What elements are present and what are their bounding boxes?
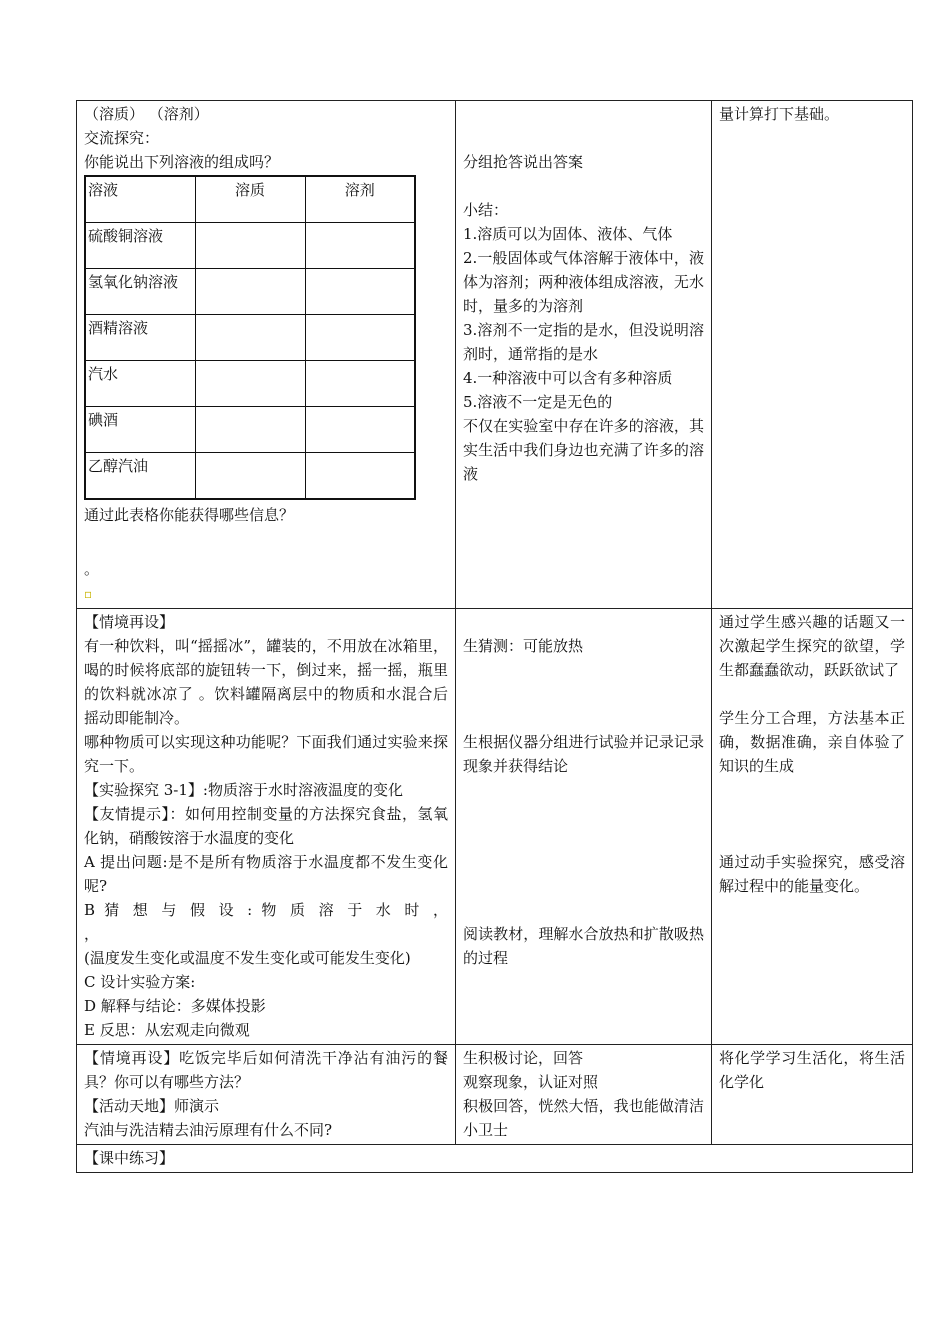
solution-name: 硫酸铜溶液 — [85, 223, 195, 269]
practice-heading: 【课中练习】 — [84, 1149, 175, 1167]
solute-cell — [195, 223, 305, 269]
row4-cell — [77, 1145, 913, 1173]
group-answer-text: 分组抢答说出答案 — [463, 153, 584, 171]
summary-point: 3.溶剂不一定指的是水，但没说明溶剂时，通常指的是水 — [463, 321, 704, 363]
step-c: C 设计实验方案: — [84, 973, 196, 991]
table-row — [85, 407, 415, 453]
table-row — [85, 315, 415, 361]
solute-cell — [195, 315, 305, 361]
step-b-continuation: ， — [84, 925, 100, 943]
summary-title: 小结： — [463, 201, 509, 219]
solvent-cell — [305, 269, 415, 315]
solvent-cell — [305, 361, 415, 407]
summary-point: 1.溶质可以为固体、液体、气体 — [463, 225, 673, 243]
composition-header-row — [85, 176, 415, 223]
exchange-explore-label: 交流探究： — [84, 129, 160, 147]
summary-point: 4.一种溶液中可以含有多种溶质 — [463, 369, 673, 387]
table-row — [85, 361, 415, 407]
table-row — [85, 223, 415, 269]
solvent-cell — [305, 407, 415, 453]
scenario-heading: 【情境再设】 — [84, 613, 175, 631]
row-solution-composition — [77, 101, 913, 609]
scenario-paragraph: 有一种饮料，叫“摇摇冰”，罐装的，不用放在冰箱里，喝的时候将底部的旋钮转一下，倒过来，摇一摇，瓶里的饮料就冰凉了 。饮料罐隔离层中的物质和水混合后摇动即能制冷。 — [84, 637, 448, 727]
row-grease-cleaning — [77, 1045, 913, 1145]
student-group-work: 生根据仪器分组进行试验并记录记录现象并获得结论 — [463, 733, 704, 775]
table-row — [85, 453, 415, 500]
trailing-period: 。 — [84, 560, 100, 578]
row1-right-cell — [712, 101, 913, 609]
lesson-plan-table — [76, 100, 913, 1173]
step-d: D 解释与结论：多媒体投影 — [84, 997, 266, 1015]
solute-solvent-label: （溶质） （溶剂） — [84, 105, 209, 123]
row-in-class-practice — [77, 1145, 913, 1173]
intent-life-chemistry: 将化学学习生活化，将生活化学化 — [719, 1049, 905, 1091]
row2-left-cell — [77, 609, 456, 1045]
solution-name: 碘酒 — [85, 407, 195, 453]
header-solvent: 溶剂 — [305, 176, 415, 223]
friendly-tip: 【友情提示】：如何用控制变量的方法探究食盐，氢氧化钠，硝酸铵溶于水温度的变化 — [84, 805, 448, 847]
student-guess: 生猜测：可能放热 — [463, 637, 584, 655]
read-textbook: 阅读教材，理解水合放热和扩散吸热的过程 — [463, 925, 704, 967]
row-shake-ice-experiment — [77, 609, 913, 1045]
step-b: B 猜 想 与 假 设 : 物 质 溶 于 水 时 ， — [84, 901, 448, 919]
yellow-dot-icon: ▫ — [84, 587, 93, 601]
question-information: 通过此表格你能获得哪些信息？ — [84, 506, 295, 524]
summary-point: 2.一般固体或气体溶解于液体中，液体为溶剂；两种液体组成溶液，无水时，量多的为溶剂 — [463, 249, 704, 315]
intent-division: 学生分工合理，方法基本正确，数据准确，亲自体验了知识的生成 — [719, 709, 905, 775]
question-difference: 汽油与洗洁精去油污原理有什么不同? — [84, 1121, 333, 1139]
solvent-cell — [305, 223, 415, 269]
experiment-title: 【实验探究 3-1】:物质溶于水时溶液温度的变化 — [84, 781, 403, 799]
solute-cell — [195, 407, 305, 453]
step-e: E 反思：从宏观走向微观 — [84, 1021, 250, 1039]
row3-right-cell — [712, 1045, 913, 1145]
solute-cell — [195, 269, 305, 315]
student-discuss: 生积极讨论，回答 — [463, 1049, 584, 1067]
row2-mid-cell — [456, 609, 712, 1045]
scenario-grease: 【情境再设】吃饭完毕后如何清洗干净沾有油污的餐具？你可以有哪些方法？ — [84, 1049, 448, 1091]
activity-demo: 【活动天地】师演示 — [84, 1097, 220, 1115]
row2-right-cell — [712, 609, 913, 1045]
header-solution: 溶液 — [85, 176, 195, 223]
row3-mid-cell — [456, 1045, 712, 1145]
student-answer: 积极回答，恍然大悟，我也能做清洁小卫士 — [463, 1097, 704, 1139]
step-b-options: (温度发生变化或温度不发生变化或可能发生变化) — [84, 949, 411, 967]
header-solute: 溶质 — [195, 176, 305, 223]
row1-mid-cell — [456, 101, 712, 609]
solute-cell — [195, 361, 305, 407]
design-intent-text: 量计算打下基础。 — [719, 105, 840, 123]
step-a: A 提出问题:是不是所有物质溶于水温度都不发生变化呢? — [84, 853, 448, 895]
solution-name: 氢氧化钠溶液 — [85, 269, 195, 315]
intent-interest: 通过学生感兴趣的话题又一次激起学生探究的欲望，学生都蠢蠢欲动，跃跃欲试了 — [719, 613, 905, 679]
summary-point: 5.溶液不一定是无色的 — [463, 393, 613, 411]
summary-point: 不仅在实验室中存在许多的溶液，其实生活中我们身边也充满了许多的溶液 — [463, 417, 704, 483]
table-row — [85, 269, 415, 315]
student-observe: 观察现象，认证对照 — [463, 1073, 599, 1091]
solution-name: 酒精溶液 — [85, 315, 195, 361]
solution-name: 汽水 — [85, 361, 195, 407]
solute-cell — [195, 453, 305, 500]
solvent-cell — [305, 453, 415, 500]
solution-name: 乙醇汽油 — [85, 453, 195, 500]
question-paragraph: 哪种物质可以实现这种功能呢？下面我们通过实验来探究一下。 — [84, 733, 448, 775]
question-composition: 你能说出下列溶液的组成吗？ — [84, 153, 280, 171]
composition-table — [84, 175, 416, 500]
row1-left-cell — [77, 101, 456, 609]
solvent-cell — [305, 315, 415, 361]
row3-left-cell — [77, 1045, 456, 1145]
intent-hands-on: 通过动手实验探究，感受溶解过程中的能量变化。 — [719, 853, 905, 895]
